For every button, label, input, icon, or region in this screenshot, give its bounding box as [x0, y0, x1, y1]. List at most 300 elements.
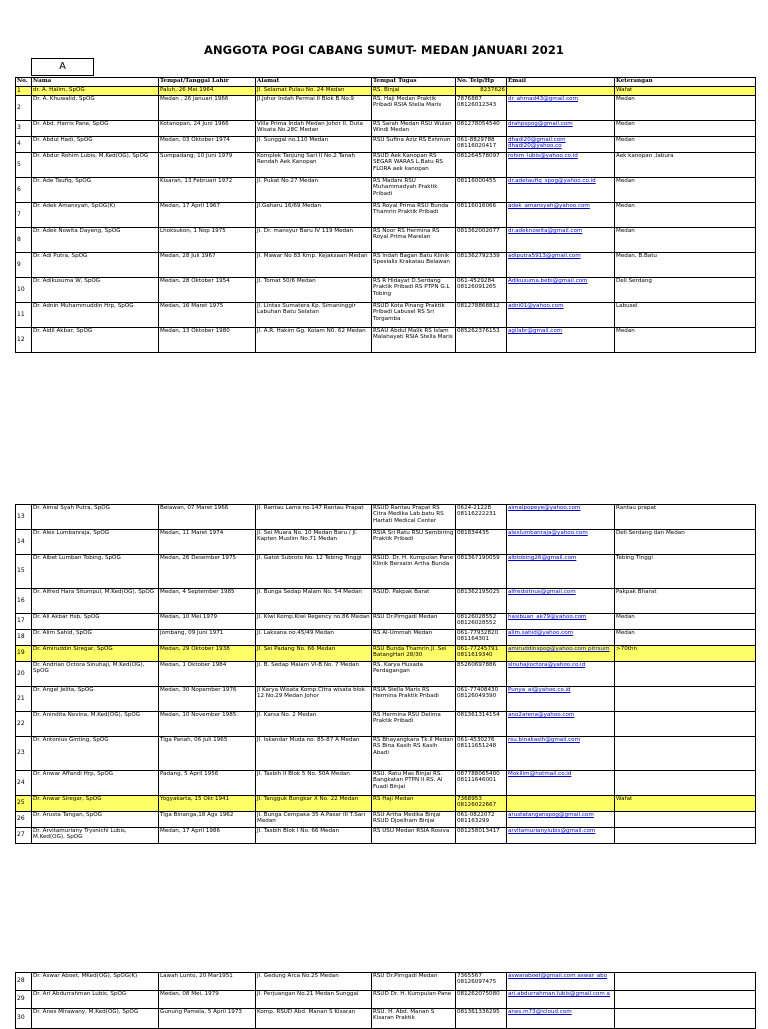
cell-tugas: RS Indah Bagan Batu Klinik Spesialis Krakatau Belawan — [372, 253, 456, 278]
row-number: 28 — [16, 973, 32, 991]
header-keterangan: Keterangan — [615, 78, 756, 87]
table-row — [16, 203, 756, 228]
cell-nama: Dr. Alex Lumbanraja, SpOG — [32, 530, 159, 555]
cell-email — [507, 1009, 615, 1029]
table-row — [16, 589, 756, 614]
cell-alamat: Jl. Lintas Sumatera Kp. Simaninggir Labuhan Batu Selatan — [256, 303, 372, 328]
cell-tugas: RS. Binjai — [372, 87, 456, 96]
cell-alamat: Jl. Selamat Pulau No. 24 Medan — [256, 87, 372, 96]
table-row — [16, 796, 756, 812]
table-row — [16, 973, 756, 991]
cell-email — [507, 530, 615, 555]
cell-ttl: Jombang, 09 Juni 1971 — [159, 630, 256, 646]
cell-ket — [615, 1009, 756, 1029]
cell-telp: 85260697886 — [456, 662, 507, 687]
cell-alamat: Komplek Tanjung Sari II No.2 Tanah Rendah Aek Kanopan — [256, 153, 372, 178]
header-telp: No. Telp/Hp — [456, 78, 507, 87]
row-number: 19 — [16, 646, 32, 662]
email-link[interactable]: rohim_lubis@yahoo.co.id — [508, 153, 578, 159]
row-number: 17 — [16, 614, 32, 630]
cell-tugas: RS Bhayangkara Tk.II Medan RS Bina Kasih RS Kasih Abadi — [372, 737, 456, 771]
cell-email — [507, 96, 615, 121]
email-link[interactable]: alexlumbanraja@yahoo.com — [508, 530, 588, 536]
cell-email — [507, 328, 615, 353]
email-link[interactable]: drahpspog@gmail.com — [508, 121, 573, 127]
cell-tugas: RS Hermina RSU Delima Praktik Pribadi — [372, 712, 456, 737]
cell-ket: Medan — [615, 328, 756, 353]
cell-alamat: Jl. Iskandar Muda no. 85-87 A Medan — [256, 737, 372, 771]
table-row — [16, 737, 756, 771]
cell-telp: 085262376153 — [456, 328, 507, 353]
cell-telp: 0624-21228 08116222231 — [456, 505, 507, 530]
cell-ttl: Medan, 1 Oktober 1984 — [159, 662, 256, 687]
cell-ttl: Belawan, 07 Maret 1966 — [159, 505, 256, 530]
cell-email — [507, 812, 615, 828]
cell-telp: 7365567 08126097475 — [456, 973, 507, 991]
cell-nama: Dr. Adikusuma W, SpOG — [32, 278, 159, 303]
row-number: 14 — [16, 530, 32, 555]
members-table-2 — [15, 504, 756, 844]
cell-nama: Dr. Abdur Rohim Lubis, M.Ked(OG), SpOG — [32, 153, 159, 178]
cell-telp: 8237626 — [456, 87, 507, 96]
cell-nama: Dr. Anwar Siregar, SpOG — [32, 796, 159, 812]
email-link[interactable]: ano2arena@yahoo.com — [508, 712, 575, 718]
cell-alamat: Jl. Karsa No. 2 Medan — [256, 712, 372, 737]
cell-ttl: Medan, 29 Oktober 1938 — [159, 646, 256, 662]
table-row — [16, 712, 756, 737]
cell-email — [507, 505, 615, 530]
cell-nama: Dr. Ade Taufiq, SpOG — [32, 178, 159, 203]
email-link[interactable]: dr_ahmad43@gmail.com — [508, 96, 579, 102]
members-table-1 — [15, 77, 756, 353]
row-number: 11 — [16, 303, 32, 328]
cell-ket — [615, 973, 756, 991]
table-row — [16, 253, 756, 278]
cell-alamat: Jl. Perjuangan No.21 Medan Sunggal — [256, 991, 372, 1009]
cell-alamat: Jl. Tasbih Blok I No. 66 Medan — [256, 828, 372, 844]
cell-tugas: RSU Artha Medika Binjai RSUD Djoelham Binjai — [372, 812, 456, 828]
row-number: 21 — [16, 687, 32, 712]
table-row — [16, 328, 756, 353]
cell-alamat: Jl. Pukat No.27 Medan — [256, 178, 372, 203]
email-link[interactable]: amiruddinspog@yahoo.com pitrsum — [508, 646, 610, 652]
email-link[interactable]: Mokilim@hotmail.co.id — [508, 771, 572, 777]
cell-email — [507, 178, 615, 203]
cell-email — [507, 687, 615, 712]
cell-telp: 08126028552 08126028552 — [456, 614, 507, 630]
cell-ket — [615, 828, 756, 844]
cell-tugas: RSAU Abdul Malik RS Islam Malahayati RSIA Stella Maris — [372, 328, 456, 353]
cell-alamat: Jl. Rantau Lama no.147 Rantau Prapat — [256, 505, 372, 530]
email-link[interactable]: dr.adetaufiq_spog@yahoo.co.id — [508, 178, 596, 184]
cell-tugas: RSUD. Dr. H. Kumpulan Pane Klinik Bersalin Artha Bunda — [372, 555, 456, 589]
cell-tugas: RSU Dr.Pirngadi Medan — [372, 614, 456, 630]
cell-nama: Dr. Abdul Hadi, SpOG — [32, 137, 159, 153]
cell-nama: Dr. Andrian Octora Sinuhaji, M.Ked(OG), SpOG — [32, 662, 159, 687]
header-tugas: Tempat Tugas — [372, 78, 456, 87]
cell-telp: 061-0822072 081163299 — [456, 812, 507, 828]
cell-tugas: RSU. H. Abd. Manan S Kisaran Praktik — [372, 1009, 456, 1029]
table-row — [16, 630, 756, 646]
cell-ket — [615, 687, 756, 712]
row-number: 13 — [16, 505, 32, 530]
cell-tugas: RSU. Ratu Mas Binjai RS. Bangkatan PTPN II RS. Al Fuadi Binjai — [372, 771, 456, 796]
email-link[interactable]: adiputra5913@gmail.com — [508, 253, 581, 259]
cell-email — [507, 203, 615, 228]
cell-ket: Medan — [615, 614, 756, 630]
cell-nama: Dr. Antonius Ginting, SpOG — [32, 737, 159, 771]
cell-email — [507, 87, 615, 96]
cell-nama: Dr. Adi Putra, SpOG — [32, 253, 159, 278]
header-email: Email — [507, 78, 615, 87]
cell-email — [507, 278, 615, 303]
cell-telp: 087788065400 08111646001 — [456, 771, 507, 796]
cell-telp: 081834435 — [456, 530, 507, 555]
cell-alamat: Jl. Sunggal no.110 Medan — [256, 137, 372, 153]
cell-nama: Dr. Aimal Syah Putra, SpOG — [32, 505, 159, 530]
cell-alamat: Jl. B. Sedap Malam VI-B No. 7 Medan — [256, 662, 372, 687]
cell-alamat: Jl. Tasbih II Blok 5 No. 50A Medan — [256, 771, 372, 796]
email-link[interactable]: rsu.binakasih@gmail.com — [508, 737, 581, 743]
row-number: 9 — [16, 253, 32, 278]
cell-telp: 081258013417 — [456, 828, 507, 844]
row-number: 29 — [16, 991, 32, 1009]
table-row — [16, 96, 756, 121]
email-link[interactable]: alfredsitnus@gmail.com — [508, 589, 576, 595]
cell-ttl: Sumpadang, 10 Juni 1979 — [159, 153, 256, 178]
cell-email — [507, 712, 615, 737]
cell-ket: >70thn — [615, 646, 756, 662]
cell-telp: 7368953 08126022667 — [456, 796, 507, 812]
cell-ttl: Medan, 13 Oktober 1980 — [159, 328, 256, 353]
cell-ket: Medan — [615, 137, 756, 153]
cell-telp: 7876887 08126012343 — [456, 96, 507, 121]
email-link[interactable]: hasibuan_ak79@yahoo.com — [508, 614, 587, 620]
cell-nama: Dr. Aidil Akbar, SpOG — [32, 328, 159, 353]
cell-alamat: Jl.Gaharu 16/69 Medan — [256, 203, 372, 228]
cell-nama: Dr. Adek Amansyah, SpOG(K) — [32, 203, 159, 228]
cell-telp: 08116016066 — [456, 203, 507, 228]
cell-alamat: Villa Prima Indah Medan Johor II. Duta Wisata No.28C Medan — [256, 121, 372, 137]
cell-ttl: Medan , 26 Januari 1966 — [159, 96, 256, 121]
cell-tugas: RSU Sufina Aziz RS Eshmun — [372, 137, 456, 153]
cell-email — [507, 796, 615, 812]
cell-nama: Dr. A. Khuwalid, SpOG — [32, 96, 159, 121]
cell-tugas: RSIA Stella Maris RS Hermina Praktik Pribadi — [372, 687, 456, 712]
cell-alamat: Jl. Dr. mansyur Baru IV 119 Medan — [256, 228, 372, 253]
cell-ket: Medan — [615, 203, 756, 228]
email-link[interactable]: dr.adeknowita@gmail.com — [508, 228, 583, 234]
cell-email — [507, 991, 615, 1009]
cell-tugas: RS Noor RS Hermina RS Royal Prima Marelan — [372, 228, 456, 253]
table-row — [16, 228, 756, 253]
cell-ket: Wafat — [615, 87, 756, 96]
row-number: 25 — [16, 796, 32, 812]
table-row — [16, 771, 756, 796]
header-nama: Nama — [32, 78, 159, 87]
cell-tugas: RSIA Sri Ratu RSU Sembiring Praktik Pribadi — [372, 530, 456, 555]
table-row — [16, 687, 756, 712]
cell-ttl: Kisaran, 13 Februari 1972 — [159, 178, 256, 203]
table-row — [16, 121, 756, 137]
cell-ttl: Medan, 26 Desember 1975 — [159, 555, 256, 589]
email-link[interactable]: albtobing26@gmail.com — [508, 555, 577, 561]
cell-nama: Dr. Ali Akbar Hsb, SpOG — [32, 614, 159, 630]
cell-ttl: Tiga Binanga,18 Ags 1962 — [159, 812, 256, 828]
email-link[interactable]: Adikusuma.bebi@gmail.com — [508, 278, 588, 284]
cell-nama: Dr. Arvitamuriany Trysnichi Lubis, M.Ked(OG), SpOG — [32, 828, 159, 844]
cell-ket — [615, 991, 756, 1009]
cell-ttl: Yogyakarta, 15 Okt 1941 — [159, 796, 256, 812]
table-row — [16, 505, 756, 530]
cell-nama: Dr. Anindita Novina, M.Ked(OG), SpOG — [32, 712, 159, 737]
cell-nama: Dr. Amiruddin Siregar, SpOG — [32, 646, 159, 662]
row-number: 27 — [16, 828, 32, 844]
cell-ket: Deli Serdang dan Medan — [615, 530, 756, 555]
cell-nama: Dr. Ari Abdurrahman Lubis, SpOG — [32, 991, 159, 1009]
cell-tugas: RSUD Kota Pinang Praktik Pribadi Labusel RS Sri Torgamba — [372, 303, 456, 328]
row-number: 12 — [16, 328, 32, 353]
cell-ttl: Gunung Pamela, 5 April 1973 — [159, 1009, 256, 1029]
cell-tugas: RSU Bunda Thamrin Jl. Sei BatangHari 28/30 — [372, 646, 456, 662]
row-number: 8 — [16, 228, 32, 253]
cell-email — [507, 646, 615, 662]
cell-nama: Dr. Aswar Aboet, MKed(OG), SpOG(K) — [32, 973, 159, 991]
cell-telp: 061-4530276 08111651248 — [456, 737, 507, 771]
page-title: ANGGOTA POGI CABANG SUMUT- MEDAN JANUARI 2021 — [203, 43, 565, 57]
cell-ttl: Lhoksukon, 1 Nop 1975 — [159, 228, 256, 253]
cell-telp: 061-77408430 08126049390 — [456, 687, 507, 712]
cell-nama: Dr. Albet Lumban Tobing, SpOG — [32, 555, 159, 589]
cell-nama: Dr. Angel Jelita, SpOG — [32, 687, 159, 712]
cell-alamat: Jl. Laksana no.45/49 Medan — [256, 630, 372, 646]
cell-ket — [615, 812, 756, 828]
cell-email — [507, 137, 615, 153]
cell-nama: Dr. Anwar Affandi Hrp, SpOG — [32, 771, 159, 796]
cell-telp: 081362792339 — [456, 253, 507, 278]
cell-alamat: Jl. Gatot Subroto No. 12 Tebing Tinggi — [256, 555, 372, 589]
cell-email — [507, 771, 615, 796]
cell-alamat: Jl. Sei Muara No. 10 Medan Baru / Jl. Kapten Muslim No.71 Medan — [256, 530, 372, 555]
email-link[interactable]: adek_amansyah@yahoo.com — [508, 203, 590, 209]
table-row — [16, 646, 756, 662]
cell-ttl: Medan, 16 Maret 1975 — [159, 303, 256, 328]
cell-tugas: RS. Karya Husada Perdagangan — [372, 662, 456, 687]
cell-nama: dr. A. Halim, SpOG — [32, 87, 159, 96]
cell-ket: Medan, B.Batu — [615, 253, 756, 278]
cell-tugas: RS Al-Ummah Medan — [372, 630, 456, 646]
email-link[interactable]: arustatanganspog@gmail.com — [508, 812, 594, 818]
row-number: 2 — [16, 96, 32, 121]
cell-ttl: Tiga Panah, 06 Juli 1965 — [159, 737, 256, 771]
cell-alamat: Jl. Tomat 50/6 Medan — [256, 278, 372, 303]
cell-email — [507, 303, 615, 328]
cell-ket: Medan — [615, 121, 756, 137]
cell-ket: Rantau prapat — [615, 505, 756, 530]
cell-tugas: RSU Dr.Pirngadi Medan — [372, 973, 456, 991]
cell-nama: Dr. Anes Mirawany, M.Ked(OG), SpOG — [32, 1009, 159, 1029]
cell-email — [507, 589, 615, 614]
cell-telp: 081361314154 — [456, 712, 507, 737]
email-link[interactable]: dhadi20@gmail.com dhadi20@yahoo.co — [508, 137, 566, 150]
header-row — [16, 78, 756, 87]
cell-ket — [615, 662, 756, 687]
cell-ket: Wafat — [615, 796, 756, 812]
cell-tugas: RSUD Aek Kanopan RS SEGAR WARAS L.Batu RS FLORA aek kanopan — [372, 153, 456, 178]
row-number: 10 — [16, 278, 32, 303]
cell-ttl: Medan, 30 Nopember 1976 — [159, 687, 256, 712]
cell-email — [507, 253, 615, 278]
row-number: 6 — [16, 178, 32, 203]
cell-telp: 081361336295 — [456, 1009, 507, 1029]
table-row — [16, 303, 756, 328]
cell-ket — [615, 771, 756, 796]
cell-telp: 081362195025 — [456, 589, 507, 614]
cell-alamat: Jl. A.R. Hakim Gg. Kolam N0. 62 Medan — [256, 328, 372, 353]
cell-nama: Dr. Adnin Muhammuddin Hrp, SpOG — [32, 303, 159, 328]
cell-nama: Dr. Arusta Tangan, SpOG — [32, 812, 159, 828]
cell-nama: Dr. Abd. Harris Pane, SpOG — [32, 121, 159, 137]
row-number: 24 — [16, 771, 32, 796]
cell-ket: Labusel — [615, 303, 756, 328]
cell-email — [507, 737, 615, 771]
cell-alamat: Jl. Bunga Cempaka 35 A.Pasar III T.Sari Medan — [256, 812, 372, 828]
cell-ket: Aek kanopan ,labura — [615, 153, 756, 178]
cell-email — [507, 630, 615, 646]
row-number: 5 — [16, 153, 32, 178]
cell-ttl: Medan, 10 November 1985 — [159, 712, 256, 737]
email-link[interactable]: anes.m73@icloud.com — [508, 1009, 572, 1015]
cell-tugas: RS Sarah Medan RSU Wulan Windi Medan — [372, 121, 456, 137]
cell-ttl: Medan, 08 Mei, 1979 — [159, 991, 256, 1009]
table-row — [16, 530, 756, 555]
cell-telp: 061-77932820 081164301 — [456, 630, 507, 646]
cell-email — [507, 614, 615, 630]
cell-ttl: Medan, 28 Oktober 1954 — [159, 278, 256, 303]
cell-ket: Medan — [615, 96, 756, 121]
row-number: 15 — [16, 555, 32, 589]
cell-email — [507, 828, 615, 844]
table-row — [16, 1009, 756, 1029]
cell-alamat: Jl Karya Wisata Komp.Citra wisata blok 12 No.29 Medan Johor — [256, 687, 372, 712]
row-number: 7 — [16, 203, 32, 228]
row-number: 20 — [16, 662, 32, 687]
email-link[interactable]: alim.sahid@yahoo.com — [508, 630, 574, 636]
email-link[interactable]: aswaraboet@gmail.com aswar_abo — [508, 973, 608, 979]
cell-ttl: Medan, 4 September 1985 — [159, 589, 256, 614]
email-link[interactable]: sinuhajioctora@yahoo.co.id — [508, 662, 586, 668]
table-row — [16, 828, 756, 844]
cell-telp: 061-77245791 0811619340 — [456, 646, 507, 662]
row-number: 1 — [16, 87, 32, 96]
cell-ttl: Medan, 28 Juli 1967 — [159, 253, 256, 278]
cell-alamat: Jl. Mawar No 83 Kmp. Kejaksaan Medan — [256, 253, 372, 278]
cell-alamat: Komp. RSUD Abd. Manan S Kisaran — [256, 1009, 372, 1029]
cell-alamat: Jl. Bunga Sedap Malam No. 54 Medan — [256, 589, 372, 614]
cell-telp: 061-8829788 08116020417 — [456, 137, 507, 153]
table-row — [16, 614, 756, 630]
cell-ttl: Kotanopan, 24 Juni 1966 — [159, 121, 256, 137]
email-link[interactable]: arvitamurianylubis@gmail.com — [508, 828, 596, 834]
cell-ket: Medan — [615, 630, 756, 646]
cell-alamat: Jl. Tangguk Bongkar X No. 22 Medan — [256, 796, 372, 812]
table-row — [16, 153, 756, 178]
cell-ket — [615, 712, 756, 737]
email-link[interactable]: aimalpopeye@yahoo.com — [508, 505, 581, 511]
cell-email — [507, 973, 615, 991]
cell-email — [507, 228, 615, 253]
row-number: 4 — [16, 137, 32, 153]
table-row — [16, 991, 756, 1009]
cell-tugas: RSUD Rantau Prapat RS Citra Medika Lab.batu RS Hartati Medical Center — [372, 505, 456, 530]
cell-tugas: RS Madani RSU Muhammadyah Praktik Pribadi — [372, 178, 456, 203]
table-row — [16, 812, 756, 828]
email-link[interactable]: Punya_ai@yahoo.co.id — [508, 687, 571, 693]
row-number: 18 — [16, 630, 32, 646]
cell-ttl: Medan, 03 Oktober 1974 — [159, 137, 256, 153]
cell-email — [507, 662, 615, 687]
email-link[interactable]: agilabr@gmail.com — [508, 328, 563, 334]
cell-telp: 081278054540 — [456, 121, 507, 137]
cell-tugas: RSUD Dr. H. Kumpulan Pane — [372, 991, 456, 1009]
cell-tugas: RS Haji Medan — [372, 796, 456, 812]
cell-tugas: RS Royal Prima RSU Bunda Thamrin Praktik Pribadi — [372, 203, 456, 228]
table-row — [16, 662, 756, 687]
header-ttl: Tempat/Tanggal Lahir — [159, 78, 256, 87]
row-number: 3 — [16, 121, 32, 137]
email-link[interactable]: adni01@yahoo.com — [508, 303, 564, 309]
cell-ket: Pakpak Bharat — [615, 589, 756, 614]
table-row — [16, 178, 756, 203]
cell-telp: 061-4529284 08126091265 — [456, 278, 507, 303]
cell-ket: Deli Serdang — [615, 278, 756, 303]
cell-tugas: RS. Haji Medan Praktik Pribadi RSIA Stella Maris — [372, 96, 456, 121]
cell-telp: 08116000455 — [456, 178, 507, 203]
cell-telp: 081367190059 — [456, 555, 507, 589]
cell-nama: Dr. Alim Sahid, SpOG — [32, 630, 159, 646]
cell-ttl: Medan, 17 April 1967 — [159, 203, 256, 228]
header-alamat: Alamat — [256, 78, 372, 87]
cell-ttl: Medan, 17 April 1986 — [159, 828, 256, 844]
row-number: 23 — [16, 737, 32, 771]
cell-ket: Tebing Tinggi — [615, 555, 756, 589]
cell-ket: Medan — [615, 178, 756, 203]
row-number: 30 — [16, 1009, 32, 1029]
cell-tugas: RS R Hidayat D.Serdang Praktik Pribadi RS PTPN G.L Tobing — [372, 278, 456, 303]
table-row — [16, 137, 756, 153]
cell-ttl: Medan, 11 Maret 1974 — [159, 530, 256, 555]
row-number: 22 — [16, 712, 32, 737]
members-table-3 — [15, 972, 756, 1029]
cell-nama: Dr. Alfred Hara Situmpul, M.Ked(OG), SpOG — [32, 589, 159, 614]
cell-email — [507, 121, 615, 137]
table-row — [16, 278, 756, 303]
header-no: No. — [16, 78, 32, 87]
cell-ket — [615, 737, 756, 771]
table-row — [16, 555, 756, 589]
cell-alamat: Jl. Sei Padang No. 66 Medan — [256, 646, 372, 662]
cell-alamat: Jl. Kiwi Komp.Kiwi Regency no.86 Medan — [256, 614, 372, 630]
email-link[interactable]: ari.abdurrahman.lubis@gmail.com a — [508, 991, 610, 997]
cell-tugas: RSUD. Pakpak Barat — [372, 589, 456, 614]
cell-email — [507, 555, 615, 589]
cell-tugas: RS USU Medan RSIA Rosiva — [372, 828, 456, 844]
cell-telp: 081278868812 — [456, 303, 507, 328]
cell-ttl: Lawah Lunto, 20 Mar1951 — [159, 973, 256, 991]
cell-telp: 081264578097 — [456, 153, 507, 178]
cell-ttl: Paluh, 26 Mei 1964 — [159, 87, 256, 96]
cell-ket: Medan — [615, 228, 756, 253]
